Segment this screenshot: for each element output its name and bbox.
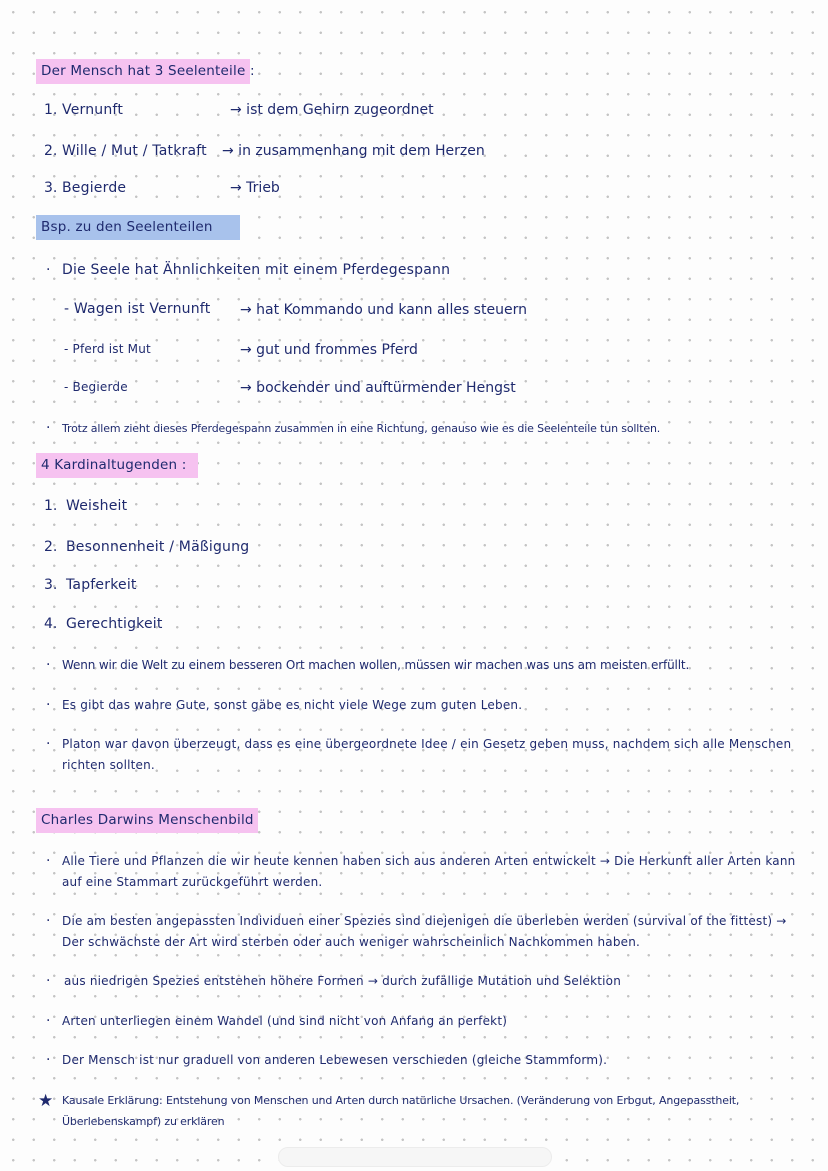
tugend-num-2: 2. [44,539,58,555]
tugend-note-1: Wenn wir die Welt zu einem besseren Ort machen wollen, müssen wir machen was uns am meisten erfüllt. [62,658,690,672]
bullet: · [46,657,51,673]
heading-beispiel: Bsp. zu den Seelenteilen [36,215,240,240]
heading-kardinaltugenden: 4 Kardinaltugenden : [36,453,198,478]
seelenteil-num-3: 3. [44,180,58,196]
bullet: · [46,1052,51,1068]
beispiel-sub-desc-1: → hat Kommando und kann alles steuern [240,302,527,318]
beispiel-sub-label-1: - Wagen ist Vernunft [64,301,211,317]
tugend-num-1: 1. [44,498,58,514]
darwin-point-1: Alle Tiere und Pflanzen die wir heute kennen haben sich aus anderen Arten entwickelt → Die Herkunft aller Arten kann auf eine Stammart zurückgeführt werden. [62,854,796,889]
bullet: · [46,913,51,929]
bullet: · [46,420,51,436]
darwin-star-note: Kausale Erklärung: Entstehung von Menschen und Arten durch natürliche Ursachen. (Veränderung von Erbgut, Angepasstheit, Überlebenskampf) zu erklären [62,1094,740,1128]
tugend-note-2: Es gibt das wahre Gute, sonst gäbe es nicht viele Wege zum guten Leben. [62,698,523,712]
seelenteil-num-1: 1. [44,102,58,118]
bullet: · [46,1013,51,1029]
bullet: · [46,973,51,989]
page-footer-bar [278,1147,552,1167]
tugend-label-1: Weisheit [66,498,128,514]
heading-seelenteile: Der Mensch hat 3 Seelenteile : [36,59,250,84]
bullet: · [46,262,51,278]
darwin-point-4: Arten unterliegen einem Wandel (und sind nicht von Anfang an perfekt) [62,1014,508,1028]
beispiel-sub-desc-3: → bockender und auftürmender Hengst [240,380,516,396]
tugend-label-2: Besonnenheit / Mäßigung [66,539,250,555]
seelenteil-desc-2: → in zusammenhang mit dem Herzen [222,143,485,159]
tugend-label-3: Tapferkeit [66,577,137,593]
seelenteil-label-3: Begierde [62,180,127,196]
beispiel-sub-label-3: - Begierde [64,380,128,394]
tugend-label-4: Gerechtigkeit [66,616,163,632]
beispiel-conclusion: Trotz allem zieht dieses Pferdegespann zusammen in eine Richtung, genauso wie es die Seelenteile tun sollten. [62,422,661,435]
bullet: · [46,697,51,713]
darwin-point-3: aus niedrigen Spezies entstehen höhere Formen → durch zufällige Mutation und Selektion [64,974,622,988]
beispiel-intro: Die Seele hat Ähnlichkeiten mit einem Pferdegespann [62,262,451,278]
star-icon: ★ [38,1091,54,1111]
tugend-note-3: Platon war davon überzeugt, dass es eine übergeordnete Idee / ein Gesetz geben muss, nachdem sich alle Menschen richten sollten. [62,737,792,772]
bullet: · [46,736,51,752]
tugend-num-3: 3. [44,577,58,593]
seelenteil-desc-1: → ist dem Gehirn zugeordnet [230,102,434,118]
seelenteil-label-2: Wille / Mut / Tatkraft [62,143,207,159]
seelenteil-desc-3: → Trieb [230,180,280,196]
heading-darwin: Charles Darwins Menschenbild [36,808,258,833]
beispiel-sub-desc-2: → gut und frommes Pferd [240,342,418,358]
bullet: · [46,853,51,869]
tugend-num-4: 4. [44,616,58,632]
seelenteil-label-1: Vernunft [62,102,124,118]
seelenteil-num-2: 2. [44,143,58,159]
darwin-point-5: Der Mensch ist nur graduell von anderen Lebewesen verschieden (gleiche Stammform). [62,1053,608,1067]
darwin-point-2: Die am besten angepassten Individuen einer Spezies sind diejenigen die überleben werden (survival of the fittest) → Der schwächste der Art wird sterben oder auch weniger wahrscheinlich Nachkommen haben. [62,914,787,949]
beispiel-sub-label-2: - Pferd ist Mut [64,342,151,356]
